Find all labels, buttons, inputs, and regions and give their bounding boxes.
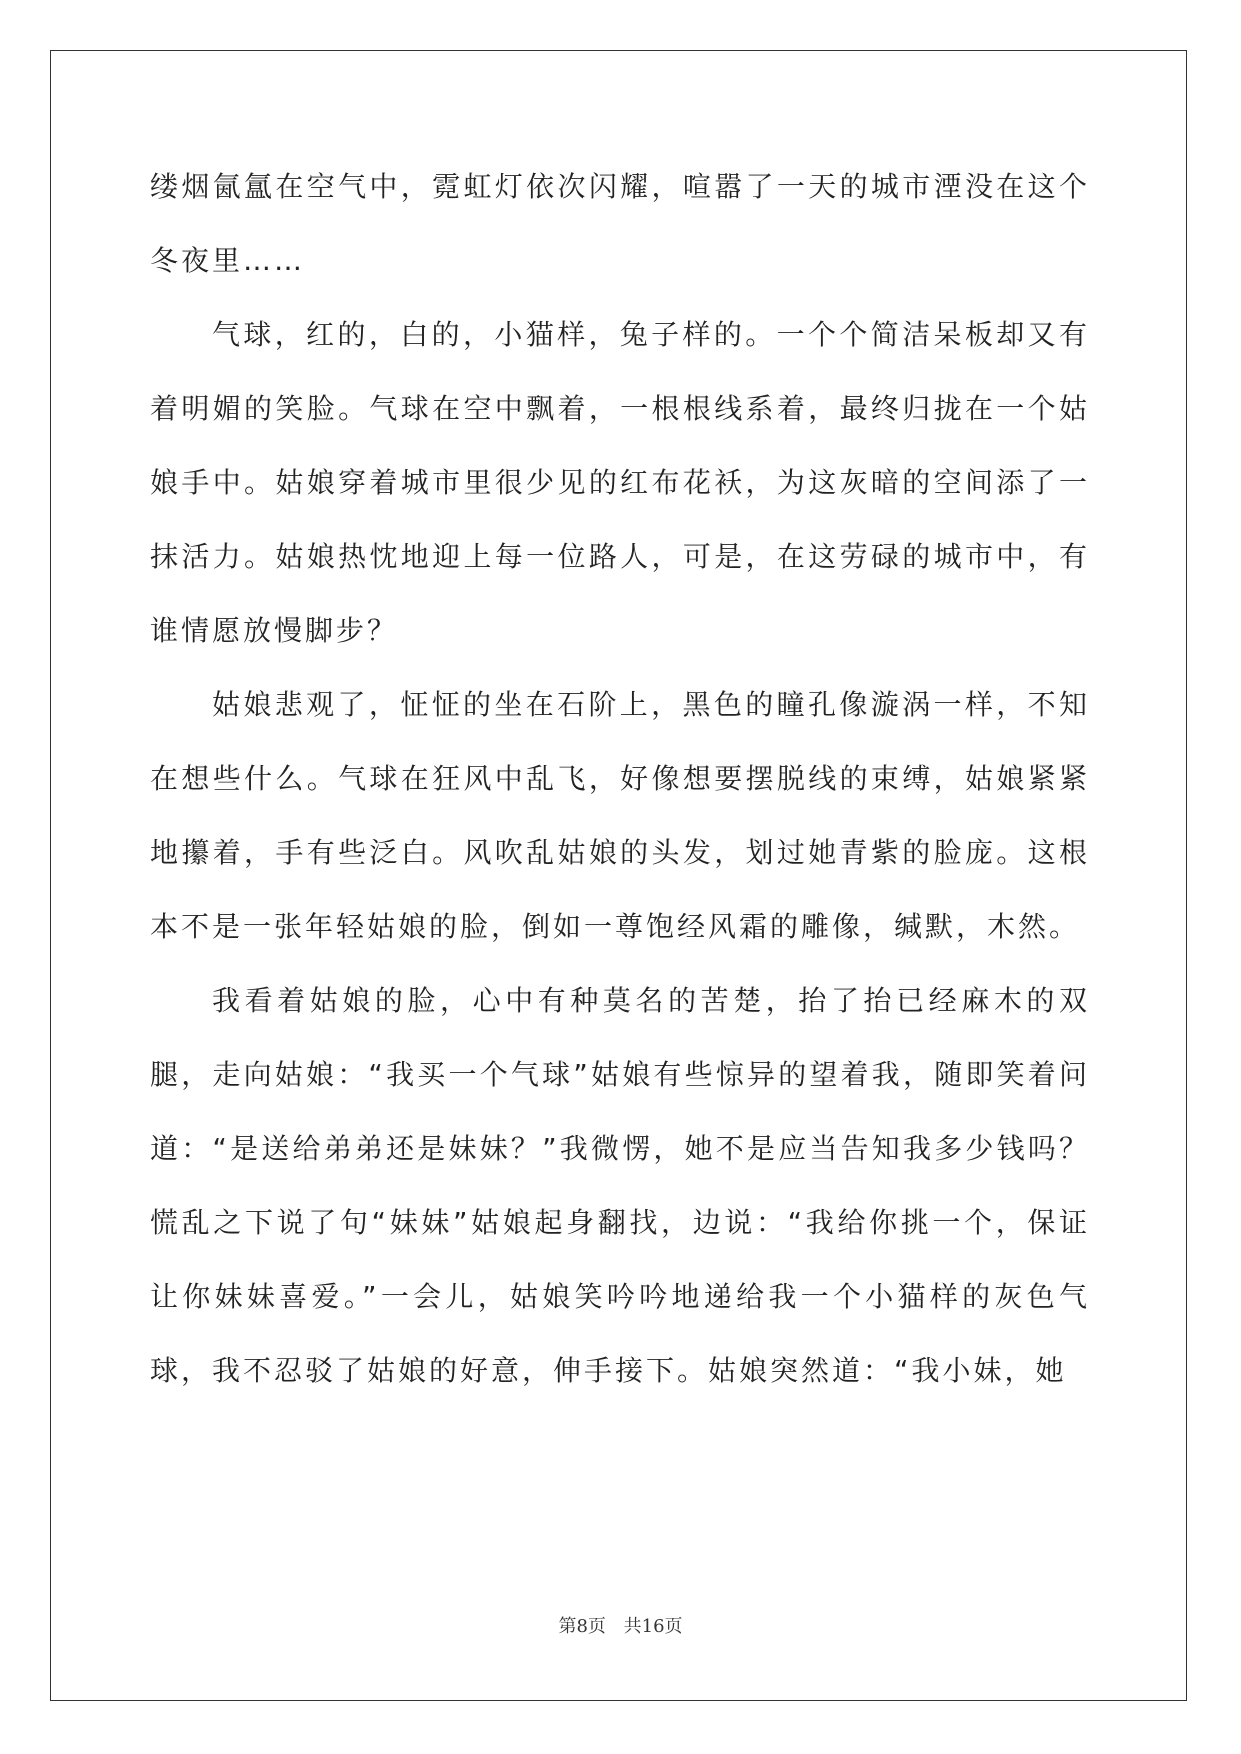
document-body <box>150 150 1090 1408</box>
paragraph: 姑娘悲观了，怔怔的坐在石阶上，黑色的瞳孔像漩涡一样，不知在想些什么。气球在狂风中乱飞，好像想要摆脱线的束缚，姑娘紧紧地攥着，手有些泛白。风吹乱姑娘的头发，划过她青紫的脸庞。这根本不是一张年轻姑娘的脸，倒如一尊饱经风霜的雕像，缄默，木然。 <box>150 688 1090 943</box>
page-total: 共16页 <box>623 1616 683 1637</box>
page-footer <box>0 1612 1241 1638</box>
paragraph: 我看着姑娘的脸，心中有种莫名的苦楚，抬了抬已经麻木的双腿，走向姑娘：“我买一个气球”姑娘有些惊异的望着我，随即笑着问道：“是送给弟弟还是妹妹？”我微愣，她不是应当告知我多少钱吗？慌乱之下说了句“妹妹”姑娘起身翻找，边说：“我给你挑一个，保证让你妹妹喜爱。”一会儿，姑娘笑吟吟地递给我一个小猫样的灰色气球，我不忍驳了姑娘的好意，伸手接下。姑娘突然道：“我小妹，她 <box>150 984 1090 1387</box>
paragraph: 缕烟氤氲在空气中，霓虹灯依次闪耀，喧嚣了一天的城市湮没在这个冬夜里…… <box>150 170 1090 277</box>
paragraph: 气球，红的，白的，小猫样，兔子样的。一个个简洁呆板却又有着明媚的笑脸。气球在空中飘着，一根根线系着，最终归拢在一个姑娘手中。姑娘穿着城市里很少见的红布花袄，为这灰暗的空间添了一抹活力。姑娘热忱地迎上每一位路人，可是，在这劳碌的城市中，有谁情愿放慢脚步？ <box>150 318 1090 647</box>
page-number: 第8页 <box>558 1616 606 1637</box>
